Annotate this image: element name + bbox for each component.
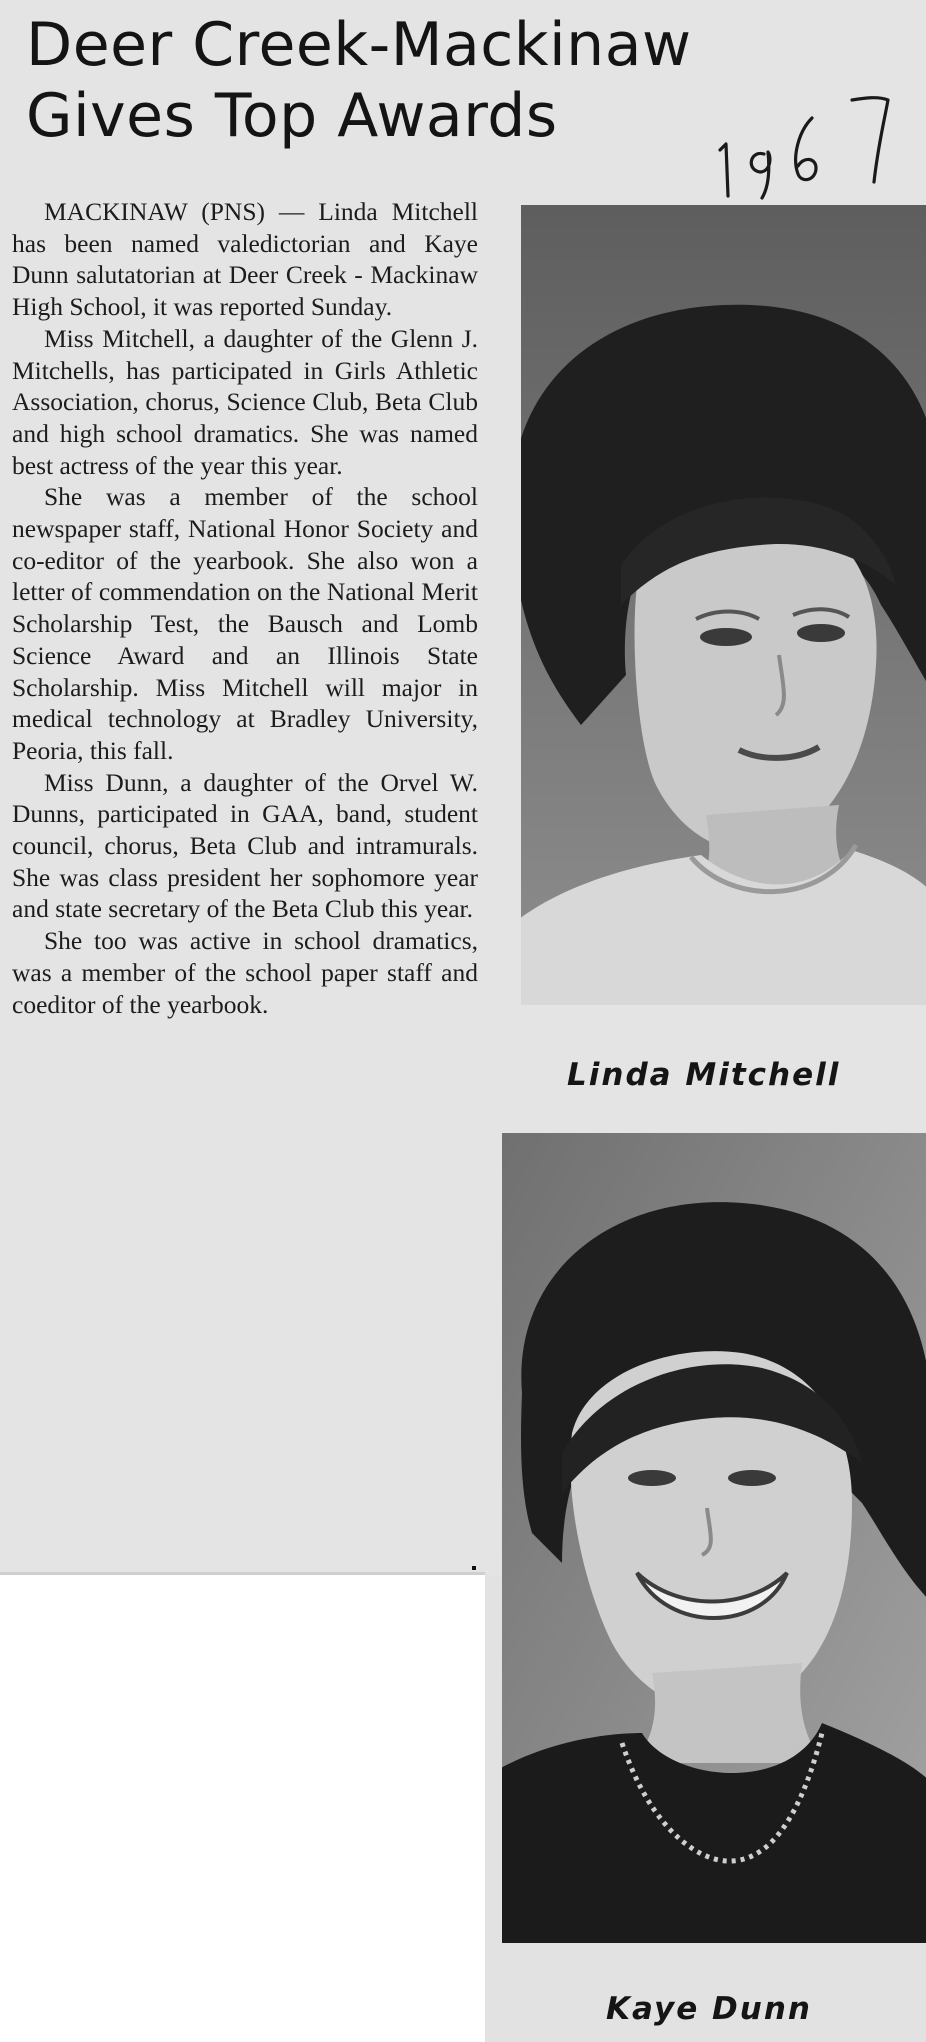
- article-paragraph: Miss Dunn, a daughter of the Orvel W. Dunns, participated in GAA, band, student council, chorus, Beta Club and intramurals. She was class president her sophomore year and state secretary of the Beta Club this year.: [12, 767, 478, 924]
- headline-line-2: Gives Top Awards: [26, 81, 558, 151]
- clipping-cut-edge: [0, 1572, 485, 1575]
- article-paragraph: Miss Mitchell, a daughter of the Glenn J. Mitchells, has participated in Girls Athletic Association, chorus, Science Club, Beta Club and high school dramatics. She was named best actress of the year this year.: [12, 323, 478, 480]
- article-body: [12, 196, 478, 1020]
- headline-line-1: Deer Creek-Mackinaw: [26, 10, 692, 80]
- handwritten-year-annotation: [712, 92, 902, 202]
- headline: [26, 10, 746, 152]
- article-end-mark: [472, 1566, 476, 1570]
- article-paragraph: MACKINAW (PNS) — Linda Mitchell has been named valedictorian and Kaye Dunn salutatorian at Deer Creek - Mackinaw High School, it was reported Sunday.: [12, 197, 478, 322]
- portrait-photo-linda-mitchell: [521, 205, 926, 1005]
- article-paragraph: She too was active in school dramatics, was a member of the school paper staff and coeditor of the yearbook.: [12, 926, 478, 1019]
- article-paragraph: She was a member of the school newspaper staff, National Honor Society and co-editor of the yearbook. She also won a letter of commendation on the National Merit Scholarship Test, the Bausch and Lomb Science Award and an Illinois State Scholarship. Miss Mitchell will major in medical technology at Bradley University, Peoria, this fall.: [12, 482, 478, 765]
- photo-caption-kaye-dunn: Kaye Dunn: [606, 1991, 812, 2027]
- portrait-photo-kaye-dunn: [502, 1133, 926, 1943]
- photo-caption-linda-mitchell: Linda Mitchell: [567, 1057, 841, 1093]
